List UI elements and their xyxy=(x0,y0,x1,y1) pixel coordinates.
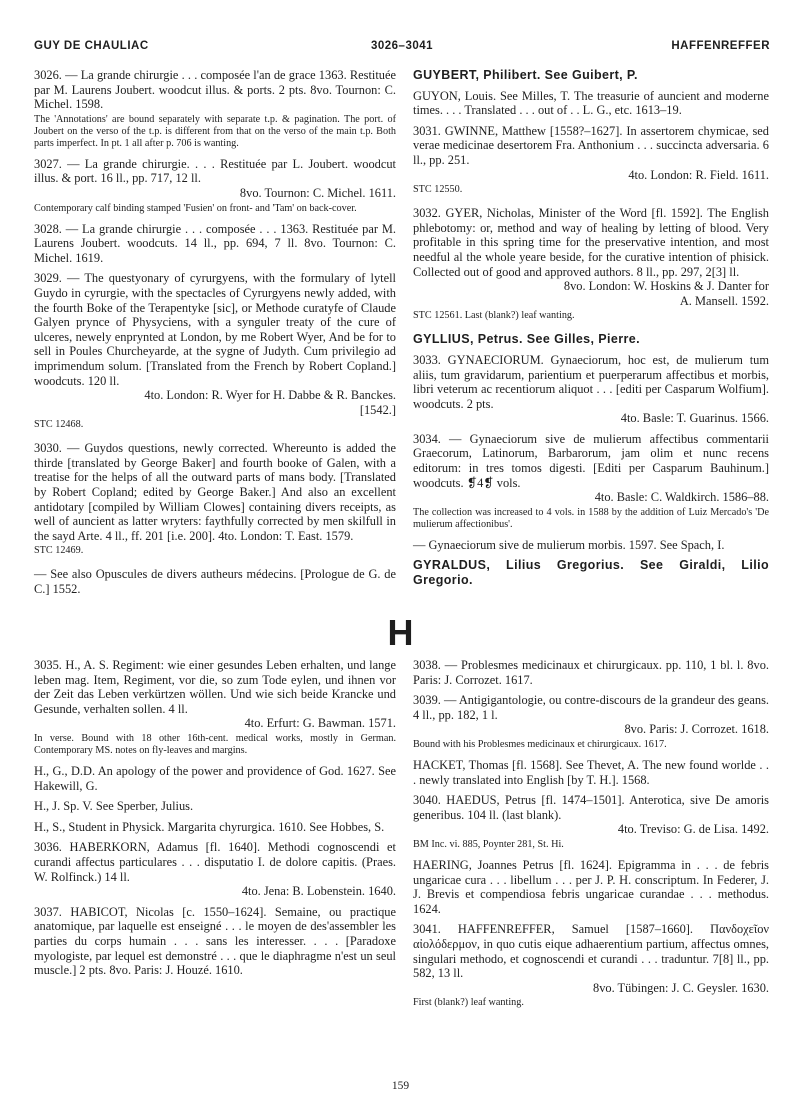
entry-hs xyxy=(34,820,396,835)
entry-text: 3031. GWINNE, Matthew [1558?–1627]. In assertorem chymicae, sed verae medicinae desertorem Fra. Anthonium . . . succincta adversaria. 6 ll., pp. 251. xyxy=(413,123,769,167)
entry-stc: STC 12550. xyxy=(413,184,463,196)
entry-3030-see-also xyxy=(34,567,396,596)
entry-3041 xyxy=(413,922,769,1009)
entry-note: The 'Annotations' are bound separately with separate t.p. & pagination. The port. of Joubert on the verso of the t.p. is different from that on the verso of the main t.p. Both parts imperfect. In pt. 1 all after p. 706 is wanting. xyxy=(34,113,396,149)
entry-3039 xyxy=(413,693,769,751)
entry-text: — See also Opuscules de divers autheurs médecins. [Prologue de G. de C.] 1552. xyxy=(34,567,396,597)
entry-note: The collection was increased to 4 vols. in 1588 by the addition of Luiz Mercado's 'De mulierum affectionibus'. xyxy=(413,506,769,530)
entry-text: 3038. — Problesmes medicinaux et chirurgicaux. pp. 110, 1 bl. l. 8vo. Paris: J. Corrozet. 1617. xyxy=(413,658,769,687)
entry-text: GYRALDUS, Lilius Gregorius. See Giraldi, Lilio Gregorio. xyxy=(413,558,769,588)
running-head-center: 3026–3041 xyxy=(370,40,434,52)
running-head-left: GUY DE CHAULIAC xyxy=(34,40,149,52)
running-head-right: HAFFENREFFER xyxy=(671,40,770,52)
entry-hg xyxy=(34,764,396,793)
entry-text: 3033. GYNAECIORUM. Gynaeciorum, hoc est, de mulierum tum aliis, tum gravidarum, parientium et puerperarum affectibus et morbis, libri veterum ac recentiorum aliquot . . . [editi per Casparum Wolfium]. woodcuts. 2 pts. xyxy=(413,352,769,411)
entry-note: Bound with his Problesmes medicinaux et chirurgicaux. 1617. xyxy=(413,738,667,750)
entry-text: HAERING, Joannes Petrus [fl. 1624]. Epigramma in . . . de febris ungaricae cura . . . libellum . . . per J. P. H. conscriptum. In Federer, J. J. Brevis et compendiosa febris ungaricae curandae . . . methodus. 1624. xyxy=(413,857,769,916)
entry-text: 3040. HAEDUS, Petrus [fl. 1474–1501]. Anterotica, sive De amoris generibus. 104 ll. (last blank). xyxy=(413,793,769,822)
entry-3038 xyxy=(413,658,769,687)
entry-text: GUYBERT, Philibert. See Guibert, P. xyxy=(413,68,638,82)
column-upper-left xyxy=(34,68,396,603)
entry-3037 xyxy=(34,905,396,978)
column-lower-left xyxy=(34,658,396,984)
entry-imprint: 8vo. Paris: J. Corrozet. 1618. xyxy=(624,722,769,737)
entry-note: First (blank?) leaf wanting. xyxy=(413,997,524,1009)
entry-text: 3035. H., A. S. Regiment: wie einer gesundes Leben erhalten, und lange leben mag. Item, Regiment, vor die, so zum Tode eylen, und ihnen vor der Zeit das Leben verkürtzen wöllen. Und wie sich beide Krancke und Gesunde, verhalten sollen. 4 ll. xyxy=(34,658,396,716)
entry-text: 3034. — Gynaeciorum sive de mulierum affectibus commentarii Graecorum, Latinorum, Barbarorum, jam olim et nunc recens editorum: in tres tomos digesti. [Editi per Casparum Bauhinum.] woodcuts. ❡4❡ vols. xyxy=(413,431,769,490)
entry-imprint: 8vo. London: W. Hoskins & J. Danter for xyxy=(563,279,769,294)
entry-hjsp xyxy=(34,799,396,814)
entry-text: HACKET, Thomas [fl. 1568]. See Thevet, A. The new found worlde . . . newly translated into English [by T. H.]. 1568. xyxy=(413,757,769,787)
entry-note: BM Inc. vi. 885, Poynter 281, St. Hi. xyxy=(413,838,564,850)
entry-text: 3028. — La grande chirurgie . . . composée . . . 1363. Restituée par M. Laurens Joubert. woodcuts. 14 ll., pp. 694, 7 ll. 8vo. Tournon: C. Michel. 1619. xyxy=(34,221,396,265)
entry-3040 xyxy=(413,793,769,851)
entry-imprint: 4to. Erfurt: G. Bawman. 1571. xyxy=(244,716,396,731)
entry-3028 xyxy=(34,222,396,266)
entry-imprint: 8vo. Tournon: C. Michel. 1611. xyxy=(239,185,396,200)
entry-imprint: 4to. London: R. Wyer for H. Dabbe & R. Banckes. xyxy=(144,388,396,403)
entry-3032 xyxy=(413,206,769,322)
entry-text: 3036. HABERKORN, Adamus [fl. 1640]. Methodi cognoscendi et curandi affectus particulares . . . disputatio I. de dolore capitis. (Praes. W. Rolfinck.) 14 ll. xyxy=(34,840,396,884)
entry-3034 xyxy=(413,432,769,531)
entry-stc: STC 12468. xyxy=(34,419,84,431)
entry-3033 xyxy=(413,353,769,426)
entry-text: 3032. GYER, Nicholas, Minister of the Word [fl. 1592]. The English phlebotomy: or, method and way of healing by letting of blood. Very profitable in this spring time for the preservative intention, and most needful al the whole yeare beside, for the curative intention of phisick. Collected out of good and approved authors. 8 ll., pp. 297, 2[3] ll. xyxy=(413,206,769,279)
entry-guybert xyxy=(413,68,769,83)
entry-gyraldus xyxy=(413,558,769,587)
entry-date: [1542.] xyxy=(359,402,396,417)
entry-text: — Gynaeciorum sive de mulierum morbis. 1597. See Spach, I. xyxy=(413,537,725,552)
entry-text: H., G., D.D. An apology of the power and providence of God. 1627. See Hakewill, G. xyxy=(34,763,396,793)
running-head xyxy=(34,40,770,60)
entry-text: 3029. — The questyonary of cyrurgyens, with the formulary of lytell Guydo in cyrurgie, with the spectacles of Cyrurgyens newly added, with the fourth Boke of the Terapentyke [sic], or Methode curatyfe of Claude Galyen prynce of Physyciens, with a synguler treaty of the cure of ulceres, newely enprynted at London, by me Robert Wyer, And be for to sell in Poules Churcheyarde, at the sygne of Judyth. Cum privilegio ad imprimendum solum. [Translated from the French by Robert Copland.] woodcuts. 120 ll. xyxy=(34,271,396,388)
entry-3036 xyxy=(34,840,396,898)
entry-3035 xyxy=(34,658,396,757)
entry-text: H., J. Sp. V. See Sperber, Julius. xyxy=(34,799,194,814)
entry-3027 xyxy=(34,157,396,215)
entry-hacket xyxy=(413,758,769,787)
entry-imprint: 4to. Basle: T. Guarinus. 1566. xyxy=(620,411,769,426)
entry-text: GUYON, Louis. See Milles, T. The treasurie of auncient and moderne times. . . . Translated . . . out of . . L. G., etc. 1613–19. xyxy=(413,88,769,118)
entry-note: Contemporary calf binding stamped 'Fusien' on front- and 'Tam' on back-cover. xyxy=(34,202,357,214)
entry-gyllius xyxy=(413,332,769,347)
entry-imprint: 8vo. Tübingen: J. C. Geysler. 1630. xyxy=(593,980,769,995)
entry-note: In verse. Bound with 18 other 16th-cent. medical works, mostly in German. Contemporary MS. notes on fly-leaves and margins. xyxy=(34,732,396,756)
entry-stc: STC 12469. xyxy=(34,545,84,557)
entry-3029 xyxy=(34,271,396,431)
entry-imprint: 4to. Jena: B. Lobenstein. 1640. xyxy=(241,884,396,899)
entry-text: 3039. — Antigigantologie, ou contre-discours de la grandeur des geans. 4 ll., pp. 182, 1 l. xyxy=(413,693,769,722)
entry-text: 3026. — La grande chirurgie . . . composée l'an de grace 1363. Restituée par M. Laurens Joubert. woodcut illus. & ports. 2 pts. 8vo. Tournon: C. Michel. 1598. xyxy=(34,68,396,112)
entry-imprint-continued: A. Mansell. 1592. xyxy=(679,293,769,308)
entry-imprint: 4to. Basle: C. Waldkirch. 1586–88. xyxy=(594,490,769,505)
section-letter: H xyxy=(387,612,414,653)
entry-text: GYLLIUS, Petrus. See Gilles, Pierre. xyxy=(413,332,640,347)
page-number: 159 xyxy=(391,1080,410,1092)
entry-text: 3030. — Guydos questions, newly corrected. Whereunto is added the thirde [translated by George Baker] and fourth booke of Galen, with a treatise for the helps of all the outward parts of mans body. [Translated by Robert Copland; edited by George Baker.] And also an excellent antidotary [compiled by William Clowes] containing divers receipts, as well of auncient as latter wryters: faythfully corrected by men skilfull in the sayd Arte. 4 ll., ff. 201 [i.e. 200]. 4to. London: T. East. 1579. xyxy=(34,441,396,543)
entry-imprint: 4to. London: R. Field. 1611. xyxy=(628,167,769,182)
entry-text: H., S., Student in Physick. Margarita chyrurgica. 1610. See Hobbes, S. xyxy=(34,819,385,834)
entry-haering xyxy=(413,858,769,916)
entry-3026 xyxy=(34,68,396,150)
entry-text: 3027. — La grande chirurgie. . . . Restituée par L. Joubert. woodcut illus. & port. 16 ll., pp. 717, 12 ll. xyxy=(34,156,396,186)
entry-stc: STC 12561. Last (blank?) leaf wanting. xyxy=(413,310,575,322)
entry-3030 xyxy=(34,441,396,557)
entry-imprint: 4to. Treviso: G. de Lisa. 1492. xyxy=(617,822,769,837)
column-lower-right xyxy=(413,658,769,1016)
entry-guyon xyxy=(413,89,769,118)
entry-3031 xyxy=(413,124,769,196)
entry-text: 3041. HAFFENREFFER, Samuel [1587–1660]. Πανδοχεῖον αἰολόδερμον, in quo cutis eique adhaerentium partium, affectus omnes, singulari methodo, et cognoscendi et curandi . . . traduntur. 7[8] ll., pp. 582, 13 ll. xyxy=(413,922,769,981)
entry-text: 3037. HABICOT, Nicolas [c. 1550–1624]. Semaine, ou practique anatomique, par laquelle est enseigné . . . le moyen de des'assembler les parties du corps humain . . . sans les interesser. . . . [Paradoxe myologiste, par lequel est demonstré . . . que le diaphragme n'est un seul muscle.] 2 pts. 8vo. Paris: J. Houzé. 1610. xyxy=(34,904,396,978)
column-upper-right xyxy=(413,68,769,594)
entry-3034-see xyxy=(413,538,769,553)
